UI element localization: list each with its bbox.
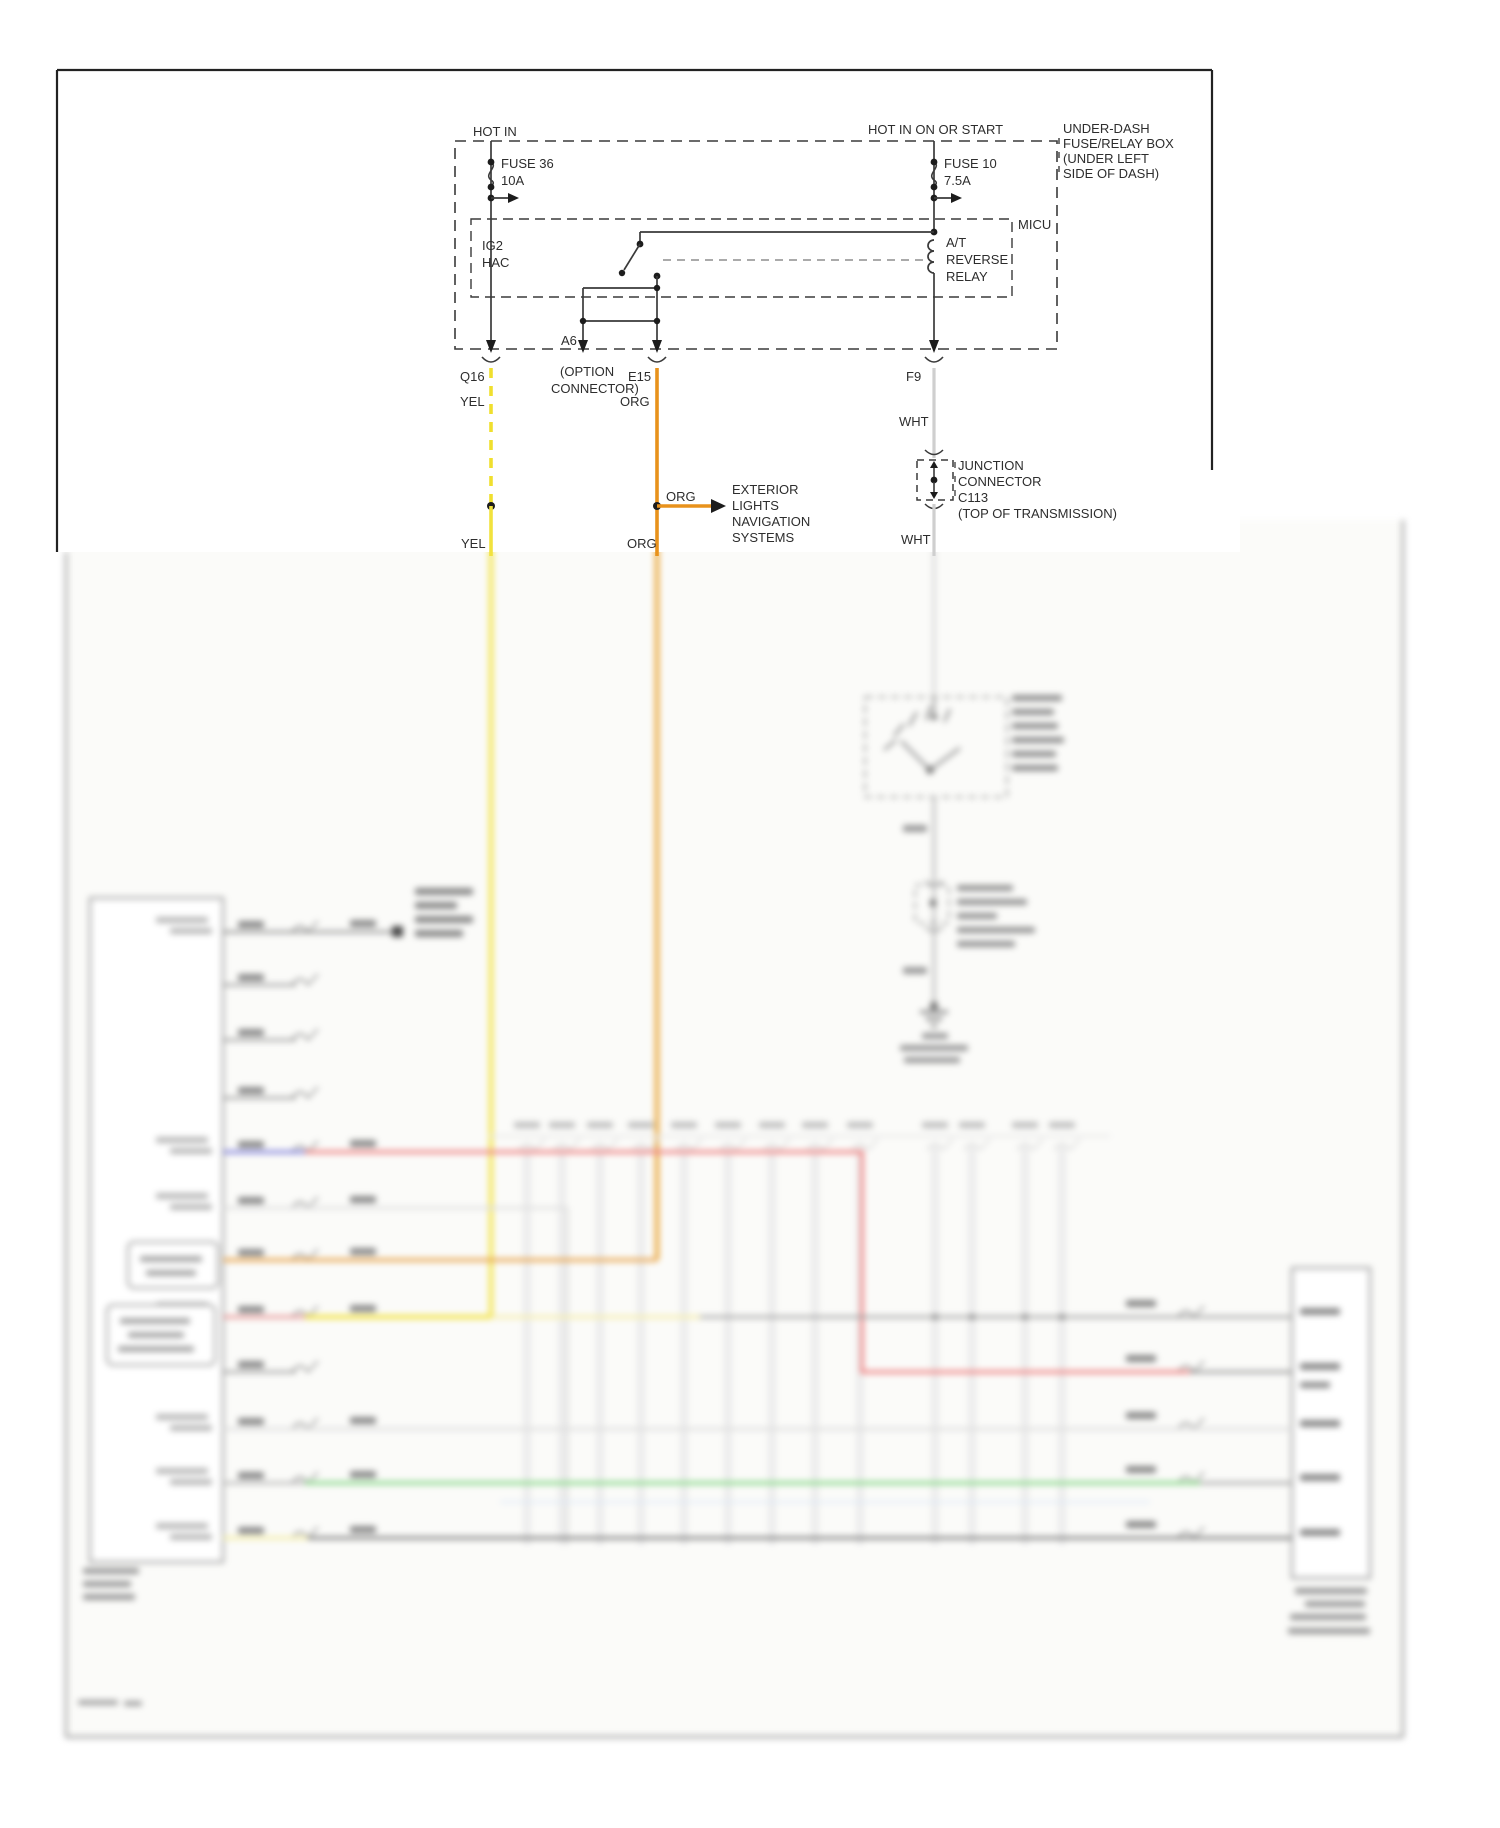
svg-text:JUNCTION: JUNCTION <box>958 458 1024 473</box>
svg-text:CONNECTOR: CONNECTOR <box>958 474 1042 489</box>
svg-text:NAVIGATION: NAVIGATION <box>732 514 811 529</box>
svg-text:A/T: A/T <box>946 235 967 250</box>
label-org-upper: ORG <box>620 394 650 409</box>
label-f9: F9 <box>906 369 922 384</box>
svg-text:RELAY: RELAY <box>946 269 988 284</box>
svg-text:(TOP OF TRANSMISSION): (TOP OF TRANSMISSION) <box>958 506 1117 521</box>
fuse36-rating: 10A <box>501 173 525 188</box>
svg-text:UNDER-DASH: UNDER-DASH <box>1063 121 1150 136</box>
label-org-lower: ORG <box>627 536 657 551</box>
label-yel-upper: YEL <box>460 394 485 409</box>
fuse10-rating: 7.5A <box>944 173 971 188</box>
label-q16: Q16 <box>460 369 485 384</box>
label-org-branch: ORG <box>666 489 696 504</box>
label-wht-upper: WHT <box>899 414 929 429</box>
label-a6: A6 <box>561 333 577 348</box>
label-a6-note-1: (OPTION <box>560 364 615 379</box>
label-e15: E15 <box>628 369 652 384</box>
label-a6-note-2: CONNECTOR) <box>551 381 639 396</box>
label-hot-in-on-or-start: HOT IN ON OR START <box>868 122 1004 137</box>
label-hac: HAC <box>482 255 510 270</box>
svg-text:EXTERIOR: EXTERIOR <box>732 482 799 497</box>
label-wht-lower: WHT <box>901 532 931 547</box>
label-micu: MICU <box>1018 217 1052 232</box>
sharp-paper <box>0 0 1240 552</box>
svg-text:SIDE OF DASH): SIDE OF DASH) <box>1063 166 1160 181</box>
svg-text:REVERSE: REVERSE <box>946 252 1009 267</box>
svg-text:SYSTEMS: SYSTEMS <box>732 530 795 545</box>
svg-text:C113: C113 <box>958 490 989 505</box>
svg-text:LIGHTS: LIGHTS <box>732 498 779 513</box>
label-yel-lower: YEL <box>461 536 486 551</box>
fuse10-name: FUSE 10 <box>944 156 997 171</box>
label-ig2: IG2 <box>482 238 503 253</box>
label-hot-in: HOT IN <box>473 124 517 139</box>
fuse36-name: FUSE 36 <box>501 156 554 171</box>
svg-text:(UNDER LEFT: (UNDER LEFT <box>1063 151 1149 166</box>
svg-text:FUSE/RELAY BOX: FUSE/RELAY BOX <box>1063 136 1174 151</box>
